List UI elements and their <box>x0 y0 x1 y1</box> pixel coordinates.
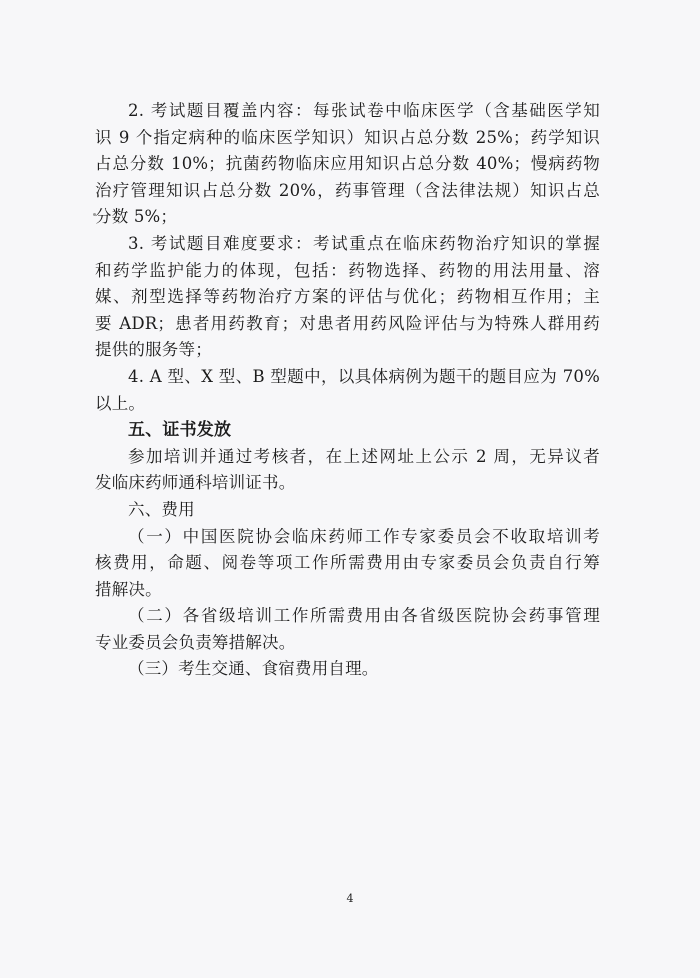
document-body <box>95 98 600 683</box>
paragraph-line: 发临床药师通科培训证书。 <box>95 473 296 493</box>
section-heading <box>95 497 600 524</box>
paragraph-line: 媒、剂型选择等药物治疗方案的评估与优化；药物相互作用；主 <box>95 287 600 307</box>
paragraph-line: （一）中国医院协会临床药师工作专家委员会不收取培训考 <box>128 526 600 546</box>
paragraph-line: 和药学监护能力的体现，包括：药物选择、药物的用法用量、溶 <box>95 260 600 280</box>
paragraph-line: 要 ADR；患者用药教育；对患者用药风险评估与为特殊人群用药 <box>95 313 600 333</box>
heading-text: 六、费用 <box>128 499 195 519</box>
paragraph <box>95 364 600 417</box>
paragraph <box>95 524 600 604</box>
paragraph <box>95 656 600 683</box>
paragraph-line: 专业委员会负责筹措解决。 <box>95 632 296 652</box>
paragraph-line: 2. 考试题目覆盖内容：每张试卷中临床医学（含基础医学知 <box>128 101 600 120</box>
paragraph-line: 以上。 <box>95 393 146 413</box>
paragraph-line: （三）考生交通、食宿费用自理。 <box>128 659 379 679</box>
page-number: 4 <box>346 892 354 905</box>
paragraph <box>95 444 600 497</box>
paragraph-line: 分数 5%； <box>95 207 178 227</box>
paragraph <box>95 231 600 364</box>
paragraph <box>95 98 600 231</box>
paragraph-line: 4. A 型、X 型、B 型题中，以具体病例为题干的题目应为 70% <box>128 366 600 386</box>
paragraph-line: （二）各省级培训工作所需费用由各省级医院协会药事管理 <box>128 606 600 626</box>
section-heading <box>95 417 600 444</box>
paragraph-line: 治疗管理知识占总分数 20%，药事管理（含法律法规）知识占总 <box>95 180 600 200</box>
heading-text: 五、证书发放 <box>128 420 232 441</box>
paragraph <box>95 603 600 656</box>
paragraph-line: 核费用，命题、阅卷等项工作所需费用由专家委员会负责自行筹 <box>95 553 600 573</box>
paragraph-line: 参加培训并通过考核者，在上述网址上公示 2 周，无异议者 <box>128 446 600 466</box>
paragraph-line: 识 9 个指定病种的临床医学知识）知识占总分数 25%；药学知识 <box>95 127 600 147</box>
paragraph-line: 3. 考试题目难度要求：考试重点在临床药物治疗知识的掌握 <box>128 233 600 253</box>
paragraph-line: 提供的服务等； <box>95 340 212 360</box>
paragraph-line: 占总分数 10%；抗菌药物临床应用知识占总分数 40%；慢病药物 <box>95 154 600 174</box>
paragraph-line: 措解决。 <box>95 579 162 599</box>
